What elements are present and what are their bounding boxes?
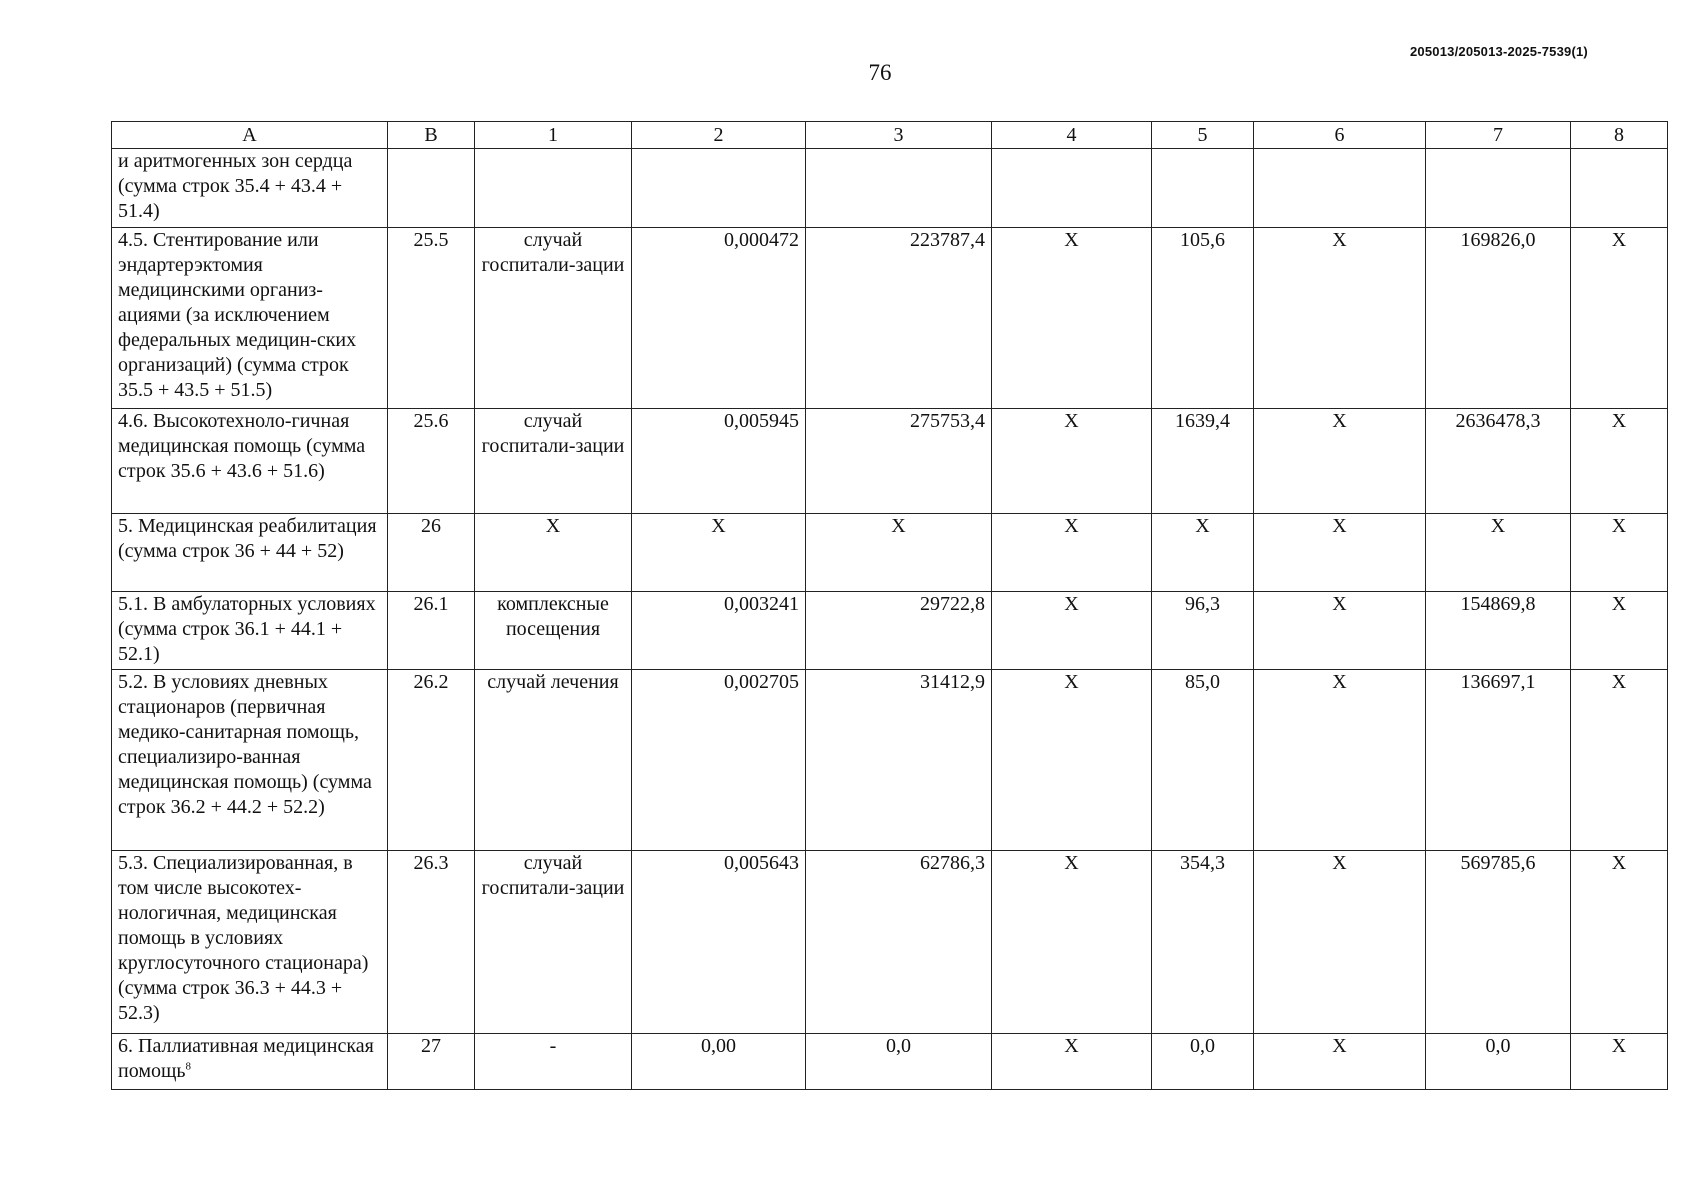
value-cell-8: X (1571, 592, 1668, 670)
value-cell-5: 354,3 (1152, 851, 1254, 1034)
row-name-text: 6. Паллиативная медицинская помощь (118, 1035, 374, 1082)
value-cell-7: X (1426, 514, 1571, 592)
value-cell-5 (1152, 149, 1254, 228)
row-code-cell: 26 (388, 514, 475, 592)
value-cell-2: 0,005945 (632, 409, 806, 514)
value-cell-3: 62786,3 (806, 851, 992, 1034)
row-code-cell: 25.5 (388, 228, 475, 409)
column-header-5: 5 (1152, 122, 1254, 149)
value-cell-8: X (1571, 1034, 1668, 1090)
unit-cell: случай госпитали-зации (475, 409, 632, 514)
column-header-1: 1 (475, 122, 632, 149)
value-cell-7 (1426, 149, 1571, 228)
value-cell-5: 96,3 (1152, 592, 1254, 670)
value-cell-3: 275753,4 (806, 409, 992, 514)
value-cell-5: 0,0 (1152, 1034, 1254, 1090)
value-cell-2: X (632, 514, 806, 592)
value-cell-5: 1639,4 (1152, 409, 1254, 514)
table-row (112, 592, 1668, 670)
value-cell-7: 136697,1 (1426, 670, 1571, 851)
value-cell-2: 0,003241 (632, 592, 806, 670)
column-header-b: B (388, 122, 475, 149)
value-cell-7: 2636478,3 (1426, 409, 1571, 514)
value-cell-4: X (992, 592, 1152, 670)
document-id: 205013/205013-2025-7539(1) (1410, 44, 1588, 59)
table-row (112, 670, 1668, 851)
table-row (112, 514, 1668, 592)
value-cell-3: X (806, 514, 992, 592)
row-name-cell: 4.6. Высокотехноло-гичная медицинская помощь (сумма строк 35.6 + 43.6 + 51.6) (112, 409, 388, 514)
unit-cell: случай лечения (475, 670, 632, 851)
footnote-marker: 8 (185, 1060, 191, 1073)
value-cell-4: X (992, 670, 1152, 851)
value-cell-6: X (1254, 514, 1426, 592)
value-cell-7: 154869,8 (1426, 592, 1571, 670)
unit-cell (475, 149, 632, 228)
row-code-cell: 27 (388, 1034, 475, 1090)
column-header-3: 3 (806, 122, 992, 149)
value-cell-3: 29722,8 (806, 592, 992, 670)
unit-cell: комплексные посещения (475, 592, 632, 670)
row-code-cell: 25.6 (388, 409, 475, 514)
value-cell-4: X (992, 409, 1152, 514)
row-code-cell: 26.3 (388, 851, 475, 1034)
table-header-row (112, 122, 1668, 149)
value-cell-2: 0,000472 (632, 228, 806, 409)
row-name-cell: 5.2. В условиях дневных стационаров (первичная медико-санитарная помощь, специализиро-ванная медицинская помощь) (сумма строк 36.2 + 44.2 + 52.2) (112, 670, 388, 851)
value-cell-4 (992, 149, 1152, 228)
value-cell-6: X (1254, 670, 1426, 851)
column-header-7: 7 (1426, 122, 1571, 149)
value-cell-8 (1571, 149, 1668, 228)
value-cell-8: X (1571, 514, 1668, 592)
row-code-cell (388, 149, 475, 228)
value-cell-6: X (1254, 592, 1426, 670)
row-code-cell: 26.2 (388, 670, 475, 851)
value-cell-4: X (992, 851, 1152, 1034)
value-cell-4: X (992, 514, 1152, 592)
column-header-2: 2 (632, 122, 806, 149)
table-row (112, 149, 1668, 228)
row-name-cell: 5.1. В амбулаторных условиях (сумма строк 36.1 + 44.1 + 52.1) (112, 592, 388, 670)
value-cell-2: 0,00 (632, 1034, 806, 1090)
table-row (112, 228, 1668, 409)
row-name-cell: 5. Медицинская реабилитация (сумма строк 36 + 44 + 52) (112, 514, 388, 592)
value-cell-4: X (992, 1034, 1152, 1090)
value-cell-5: X (1152, 514, 1254, 592)
row-name-cell: и аритмогенных зон сердца (сумма строк 35.4 + 43.4 + 51.4) (112, 149, 388, 228)
column-header-4: 4 (992, 122, 1152, 149)
value-cell-2 (632, 149, 806, 228)
value-cell-3: 31412,9 (806, 670, 992, 851)
value-cell-6: X (1254, 851, 1426, 1034)
column-header-6: 6 (1254, 122, 1426, 149)
value-cell-2: 0,005643 (632, 851, 806, 1034)
value-cell-5: 85,0 (1152, 670, 1254, 851)
row-name-cell: 4.5. Стентирование или эндартерэктомия медицинскими организ-ациями (за исключением федеральных медицин-ских организаций) (сумма строк 35.5 + 43.5 + 51.5) (112, 228, 388, 409)
unit-cell: случай госпитали-зации (475, 228, 632, 409)
value-cell-7: 169826,0 (1426, 228, 1571, 409)
row-code-cell: 26.1 (388, 592, 475, 670)
value-cell-8: X (1571, 228, 1668, 409)
value-cell-3 (806, 149, 992, 228)
value-cell-2: 0,002705 (632, 670, 806, 851)
value-cell-6: X (1254, 228, 1426, 409)
value-cell-5: 105,6 (1152, 228, 1254, 409)
value-cell-7: 0,0 (1426, 1034, 1571, 1090)
column-header-a: A (112, 122, 388, 149)
value-cell-8: X (1571, 409, 1668, 514)
row-name-cell: 5.3. Специализированная, в том числе высокотех-нологичная, медицинская помощь в условиях круглосуточного стационара) (сумма строк 36.3 + 44.3 + 52.3) (112, 851, 388, 1034)
value-cell-6: X (1254, 409, 1426, 514)
value-cell-8: X (1571, 851, 1668, 1034)
page-number: 76 (868, 60, 892, 85)
value-cell-3: 0,0 (806, 1034, 992, 1090)
value-cell-7: 569785,6 (1426, 851, 1571, 1034)
value-cell-4: X (992, 228, 1152, 409)
unit-cell: - (475, 1034, 632, 1090)
table-row (112, 409, 1668, 514)
value-cell-6 (1254, 149, 1426, 228)
table-row (112, 1034, 1668, 1090)
column-header-8: 8 (1571, 122, 1668, 149)
table-row (112, 851, 1668, 1034)
unit-cell: X (475, 514, 632, 592)
data-table (111, 121, 1668, 1090)
value-cell-6: X (1254, 1034, 1426, 1090)
unit-cell: случай госпитали-зации (475, 851, 632, 1034)
value-cell-8: X (1571, 670, 1668, 851)
row-name-cell (112, 1034, 388, 1090)
value-cell-3: 223787,4 (806, 228, 992, 409)
